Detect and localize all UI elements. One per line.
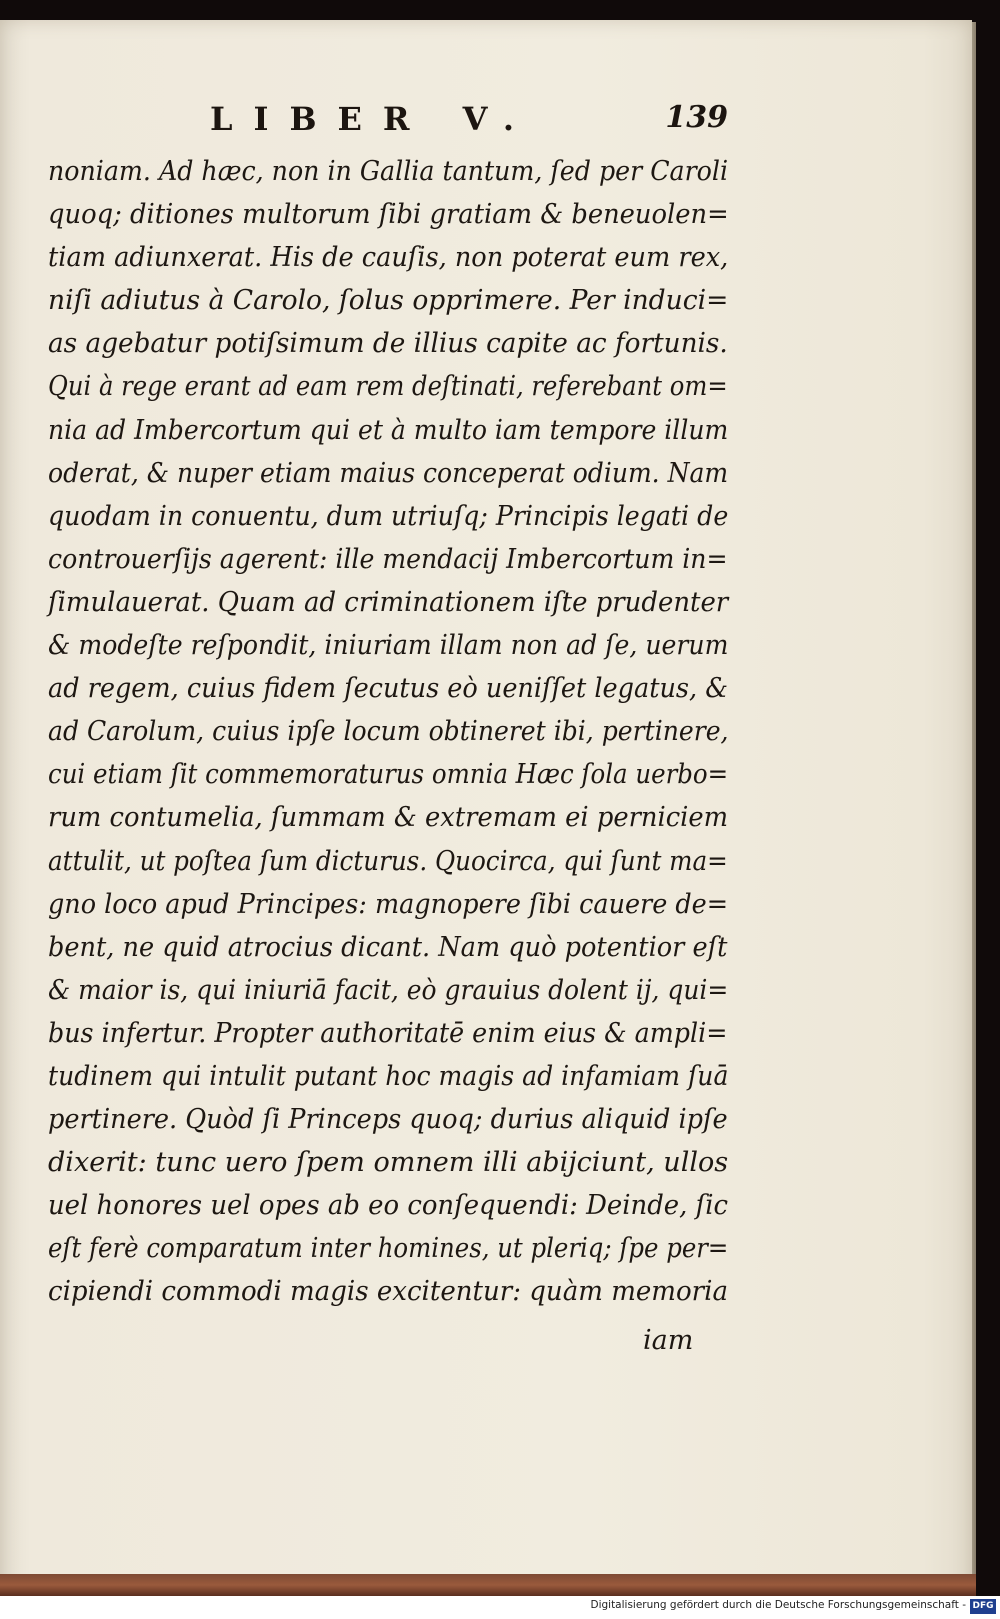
text-line: nia ad Imbercortum qui et à multo iam tempore illum [48,413,729,446]
text-line: gno loco apud Principes: magnopere ſibi cauere de= [48,887,729,920]
text-line: pertinere. Quòd ſi Princeps quoq; durius aliquid ipſe [48,1103,728,1136]
text-line: noniam. Ad hæc, non in Gallia tantum, ſed per Caroli [48,155,729,187]
catchword: iam [643,1325,694,1356]
page-header [200,100,740,140]
text-line: controuerſijs agerent: ille mendacij Imbercortum in= [48,542,728,575]
page-bottom-edge [0,1574,976,1596]
text-line: & modeſte reſpondit, iniuriam illam non ad ſe, uerum [48,629,729,662]
text-line: ad regem, cuius fidem ſecutus eò ueniſſet legatus, & [48,672,728,705]
text-line: attulit, ut poſtea ſum dicturus. Quocirca, qui ſunt ma= [48,844,728,877]
text-line: bus infertur. Propter authoritatē enim eius & ampli= [48,1016,728,1049]
footer-bar [0,1596,1000,1619]
text-line: as agebatur potiſsimum de illius capite ac fortunis. [48,327,728,360]
running-title: LIBER V. [210,100,536,138]
text-line: tudinem qui intulit putant hoc magis ad infamiam ſuā [48,1059,729,1092]
text-line: dixerit: tunc uero ſpem omnem illi abijciunt, ullos [48,1146,729,1179]
text-line: Qui à rege erant ad eam rem deſtinati, referebant om= [48,370,728,403]
page-number: 139 [665,100,728,135]
text-line: tiam adiunxerat. His de cauſis, non poterat eum rex, [48,241,729,274]
dfg-logo-icon: DFG [970,1599,996,1614]
text-line: quodam in conuentu, dum utriuſq; Principis legati de [48,499,729,532]
text-line: oderat, & nuper etiam maius conceperat odium. Nam [48,456,729,489]
funding-credit: Digitalisierung gefördert durch die Deutsche Forschungsgemeinschaft - [590,1599,966,1611]
text-line: rum contumelia, ſummam & extremam ei perniciem [48,801,729,834]
text-line: cipiendi commodi magis excitentur: quàm memoria [48,1275,728,1308]
body-text [48,150,728,1314]
text-line: niſi adiutus à Carolo, ſolus opprimere. Per induci= [48,284,729,317]
text-line: & maior is, qui iniuriā facit, eò grauius dolent ij, qui= [48,973,729,1006]
text-line: eſt ferè comparatum inter homines, ut pleriq; ſpe per= [48,1232,729,1265]
text-line: cui etiam ſit commemoraturus omnia Hæc ſola uerbo= [48,758,729,791]
text-line: bent, ne quid atrocius dicant. Nam quò potentior eſt [48,930,728,963]
text-line: ſimulauerat. Quam ad criminationem iſte prudenter [48,585,729,618]
text-line: quoq; ditiones multorum ſibi gratiam & beneuolen= [48,198,729,231]
text-line: ad Carolum, cuius ipſe locum obtineret ibi, pertinere, [48,715,729,748]
text-line: uel honores uel opes ab eo conſequendi: Deinde, ſic [48,1189,728,1222]
